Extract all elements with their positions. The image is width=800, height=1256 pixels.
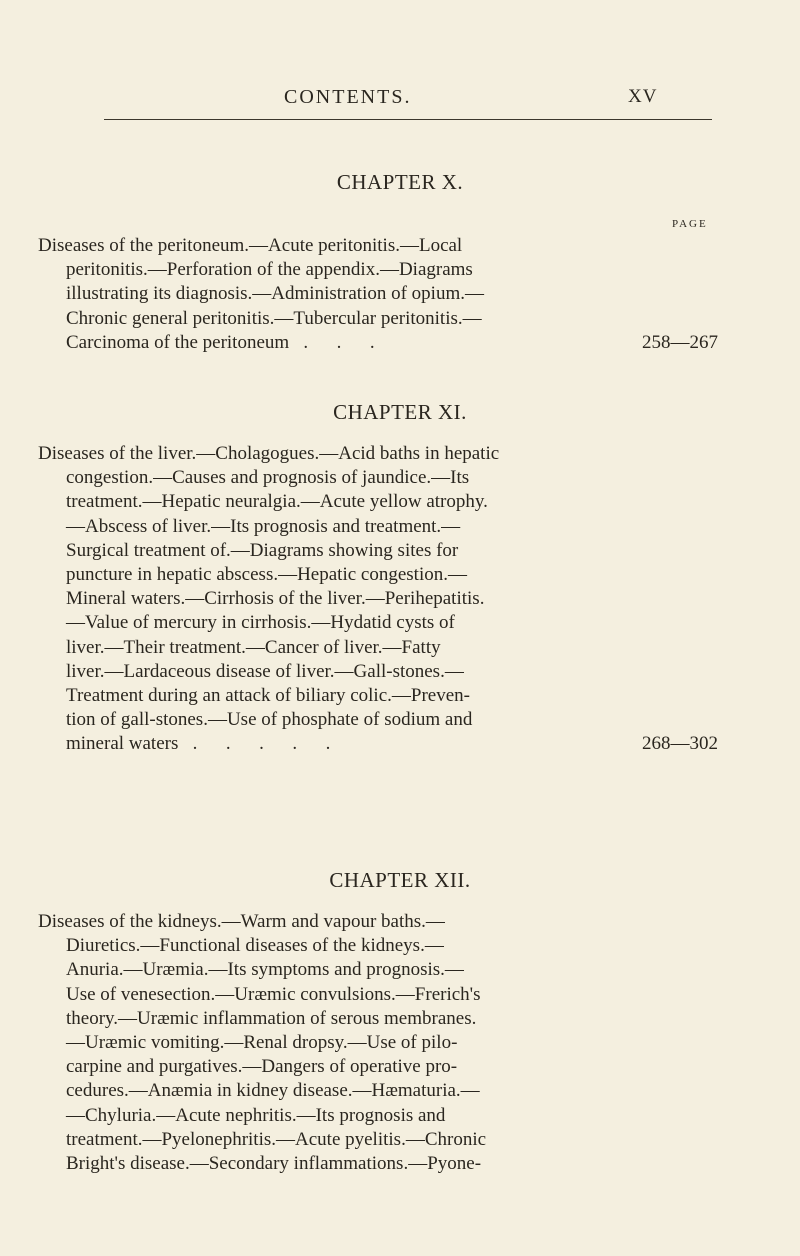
- entry-line-text: Carcinoma of the peritoneum . . .: [66, 331, 375, 353]
- entry-line: [38, 732, 718, 756]
- running-head: [0, 86, 800, 110]
- chapter-x-entry: [38, 234, 718, 355]
- entry-line: Diuretics.—Functional diseases of the kidneys.—: [66, 935, 444, 957]
- entry-line: Surgical treatment of.—Diagrams showing sites for: [66, 539, 459, 561]
- entry-line: —Uræmic vomiting.—Renal dropsy.—Use of pilo-: [66, 1032, 458, 1054]
- chapter-xii-title: CHAPTER XII.: [329, 868, 471, 892]
- entry-line: Bright's disease.—Secondary inflammations.—Pyone-: [66, 1153, 482, 1175]
- entry-line: [38, 331, 718, 355]
- running-head-title: CONTENTS.: [284, 86, 412, 108]
- entry-line: —Chyluria.—Acute nephritis.—Its prognosis and: [66, 1104, 446, 1126]
- chapter-x-pages: 258—267: [642, 331, 718, 353]
- entry-line: liver.—Lardaceous disease of liver.—Gall-stones.—: [66, 660, 464, 682]
- chapter-xi-entry: [38, 442, 718, 757]
- entry-line: Treatment during an attack of biliary colic.—Preven-: [66, 685, 470, 707]
- entry-line: —Abscess of liver.—Its prognosis and treatment.—: [66, 515, 461, 537]
- entry-line-text: mineral waters . . . . .: [66, 733, 331, 755]
- chapter-xi-title: CHAPTER XI.: [333, 400, 467, 424]
- chapter-xii-entry: [38, 910, 718, 1176]
- entry-line: Use of venesection.—Uræmic convulsions.—Frerich's: [66, 983, 481, 1005]
- entry-line: theory.—Uræmic inflammation of serous membranes.: [66, 1007, 477, 1029]
- entry-line: liver.—Their treatment.—Cancer of liver.—Fatty: [66, 636, 441, 658]
- entry-line: treatment.—Hepatic neuralgia.—Acute yellow atrophy.: [66, 491, 488, 513]
- entry-line: treatment.—Pyelonephritis.—Acute pyelitis.—Chronic: [66, 1128, 487, 1150]
- entry-line: puncture in hepatic abscess.—Hepatic congestion.—: [66, 564, 467, 586]
- entry-line: cedures.—Anæmia in kidney disease.—Hæmaturia.—: [66, 1080, 480, 1102]
- entry-line: Diseases of the peritoneum.—Acute peritonitis.—Local: [38, 235, 463, 256]
- entry-line: Mineral waters.—Cirrhosis of the liver.—Perihepatitis.: [66, 588, 485, 610]
- entry-line: Diseases of the kidneys.—Warm and vapour baths.—: [38, 911, 445, 932]
- entry-line: Chronic general peritonitis.—Tubercular peritonitis.—: [66, 307, 482, 329]
- entry-line: congestion.—Causes and prognosis of jaundice.—Its: [66, 467, 470, 489]
- entry-line: carpine and purgatives.—Dangers of operative pro-: [66, 1056, 458, 1078]
- entry-line: tion of gall-stones.—Use of phosphate of sodium and: [66, 709, 473, 731]
- chapter-x-title: CHAPTER X.: [336, 170, 464, 194]
- page-column-label: PAGE: [672, 218, 708, 230]
- entry-line: —Value of mercury in cirrhosis.—Hydatid cysts of: [66, 612, 455, 634]
- chapter-xi-pages: 268—302: [642, 733, 718, 755]
- header-rule: [104, 119, 712, 120]
- page-folio: XV: [628, 86, 658, 107]
- entry-line: Diseases of the liver.—Cholagogues.—Acid baths in hepatic: [38, 443, 500, 464]
- entry-line: illustrating its diagnosis.—Administration of opium.—: [66, 283, 484, 305]
- entry-line: peritonitis.—Perforation of the appendix.—Diagrams: [66, 259, 473, 281]
- entry-line: Anuria.—Uræmia.—Its symptoms and prognosis.—: [66, 959, 464, 981]
